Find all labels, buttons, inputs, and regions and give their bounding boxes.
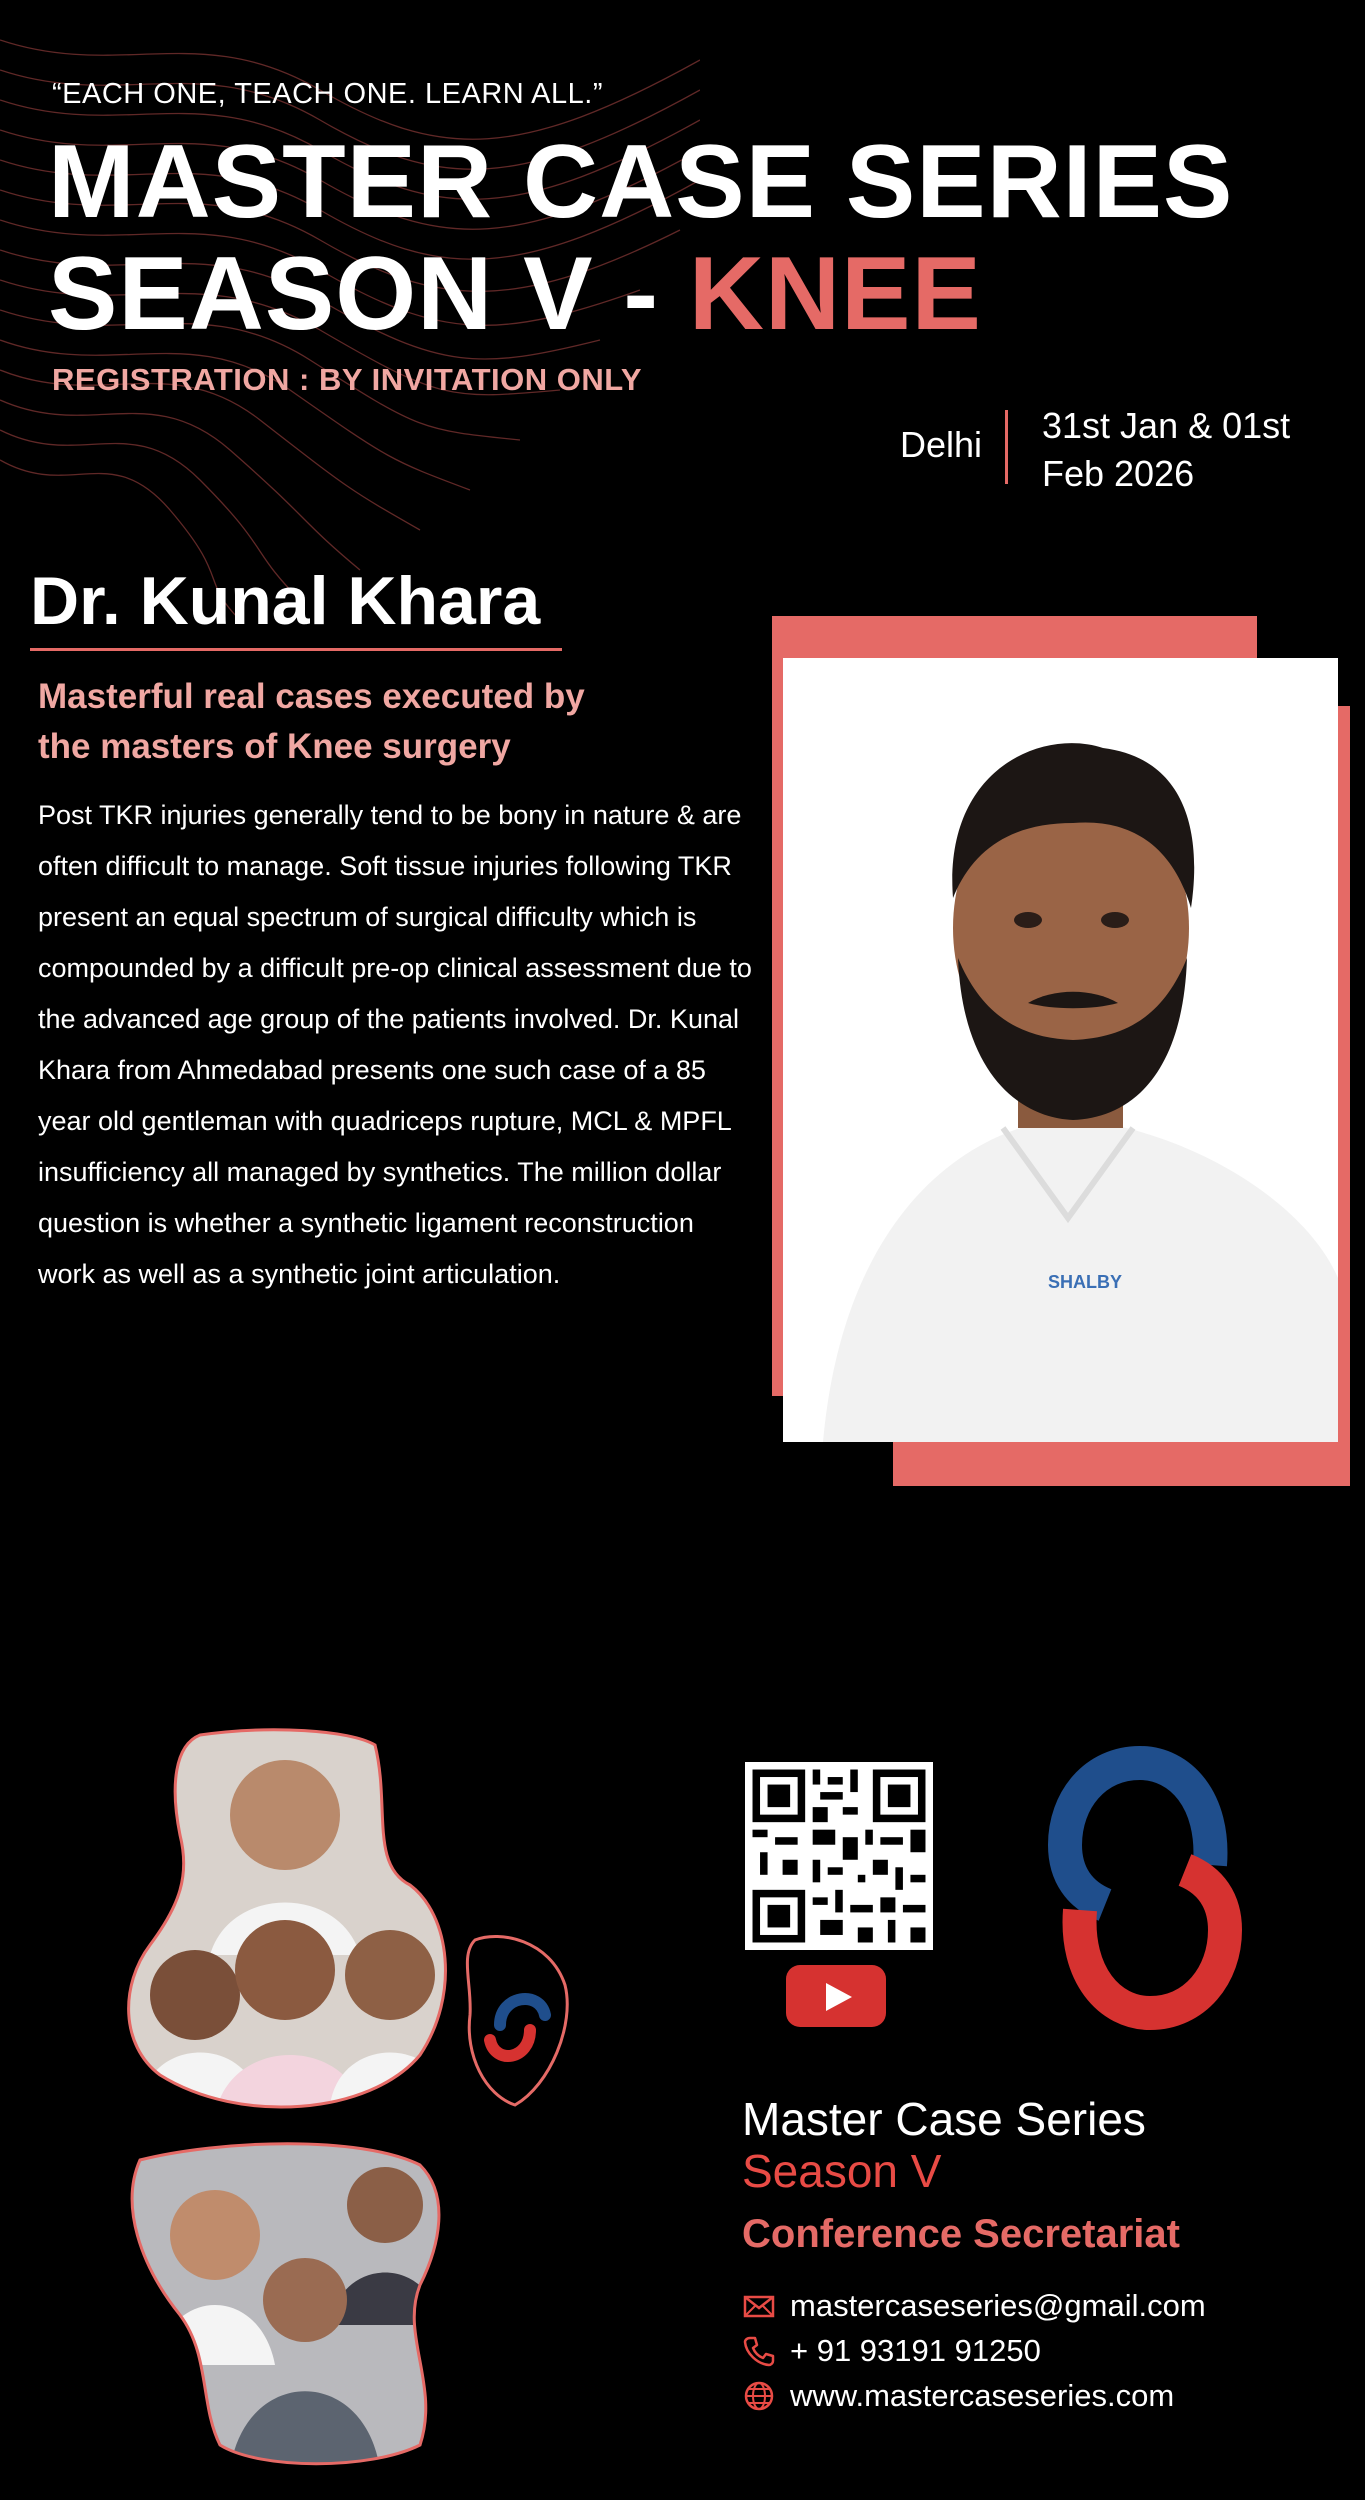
play-icon (826, 1983, 852, 2011)
phone-icon (742, 2334, 776, 2368)
contact-phone[interactable] (742, 2333, 1041, 2369)
brand-name: Master Case Series (742, 2093, 1146, 2145)
registration-note: REGISTRATION : BY INVITATION ONLY (52, 362, 643, 397)
speaker-portrait-illustration (783, 658, 1338, 1442)
mail-icon (742, 2289, 776, 2323)
title-season: SEASON V - (48, 236, 659, 352)
subheading-line-2: the masters of Knee surgery (38, 727, 511, 766)
globe-icon (742, 2379, 776, 2413)
contact-email[interactable] (742, 2288, 1206, 2324)
event-date-line2: Feb 2026 (1042, 453, 1195, 494)
master-case-series-logo (1040, 1745, 1250, 2030)
speaker-photo (783, 658, 1338, 1442)
speaker-subheading (38, 672, 738, 772)
speaker-name: Dr. Kunal Khara (30, 563, 541, 639)
shirt-logo: SHALBY (1048, 1272, 1123, 1292)
title-knee: KNEE (688, 236, 982, 352)
event-date (1042, 402, 1352, 498)
youtube-icon[interactable] (786, 1965, 886, 2027)
speaker-underline (30, 648, 562, 651)
event-divider (1005, 410, 1008, 484)
faculty-collage (120, 1725, 580, 2470)
event-city: Delhi (899, 424, 982, 465)
phone-text[interactable]: + 91 93191 91250 (790, 2333, 1041, 2368)
title-line-2 (48, 236, 982, 352)
brand-season: Season V (742, 2145, 942, 2197)
title-line-1: MASTER CASE SERIES (48, 124, 1234, 240)
contact-website[interactable] (742, 2378, 1174, 2414)
subheading-line-1: Masterful real cases executed by (38, 677, 585, 716)
secretariat-heading: Conference Secretariat (742, 2212, 1180, 2256)
tagline: “EACH ONE, TEACH ONE. LEARN ALL.” (52, 78, 603, 110)
website-text[interactable]: www.mastercaseseries.com (790, 2378, 1175, 2413)
email-text[interactable]: mastercaseseries@gmail.com (790, 2288, 1206, 2323)
case-description: Post TKR injuries generally tend to be bony in nature & are often difficult to manage. Soft tissue injuries following TKR present an equal spectrum of surgical difficulty which is compounded by a difficult pre-op clinical assessment due to the advanced age group of the patients involved. Dr. Kunal Khara from Ahmedabad presents one such case of a 85 year old gentleman with quadriceps rupture, MCL & MPFL insufficiency all managed by synthetics. The million dollar question is whether a synthetic ligament reconstruction work as well as a synthetic joint articulation. (38, 800, 752, 1289)
event-date-line1: 31st Jan & 01st (1042, 405, 1291, 446)
qr-code[interactable] (745, 1762, 933, 1950)
